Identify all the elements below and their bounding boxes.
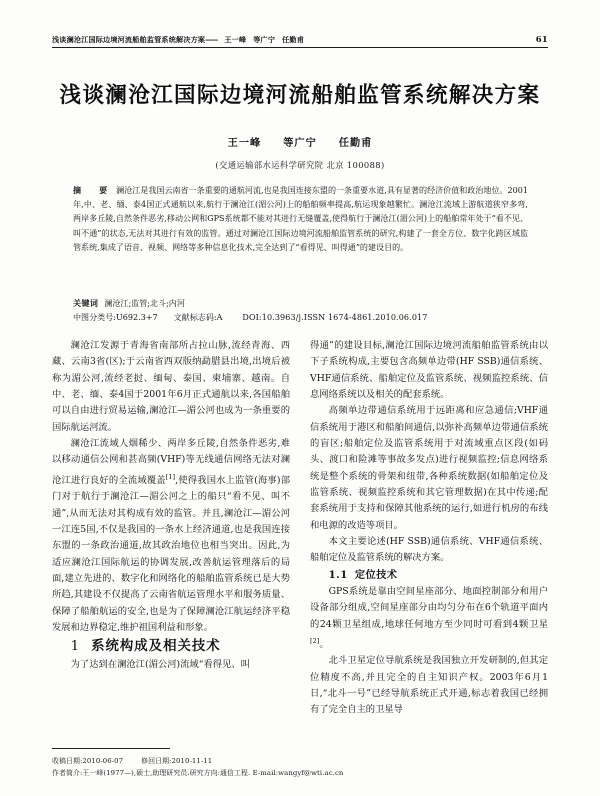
citation-ref: [1] xyxy=(165,472,176,481)
paragraph-text: 澜沧江流域人烟稀少、两岸多丘陵,自然条件恶劣,难以移动通信公网和甚高频(VHF)等无线通信网络无法对澜沧江进行良好的全流域覆盖 xyxy=(52,438,290,486)
running-head-dash: —— xyxy=(205,35,218,44)
subsection-title: 定位技术 xyxy=(354,568,398,581)
keywords xyxy=(73,296,528,311)
received-date-value: 2010-06-07 xyxy=(82,757,124,765)
author-name-3: 任勤甫 xyxy=(338,137,373,149)
clc-label: 中图分类号: xyxy=(73,313,116,322)
document-code xyxy=(174,313,223,322)
running-head-author-1: 王一峰 xyxy=(224,35,247,44)
author-name-2: 等广宁 xyxy=(283,137,317,149)
running-head-left xyxy=(52,35,304,45)
paragraph: 澜沧江发源于青海省南部所占拉山脉,流经青海、西藏、云南3省(区);于云南省西双版纳勐腊县出境,出境后被称为湄公河,流经老挝、缅甸、泰国、柬埔寨、越南。自中、老、缅、泰4国于2001年6月正式通航以来,各国船舶可以自由进行贸易运输,澜沧江—湄公河也成为一条重要的国际航运河流。 xyxy=(52,340,290,433)
paragraph-text-tail: ,使得我国水上监管(海事)部门对于航行于澜沧江—湄公河之上的船只“看不见、叫不通”,从而无法对其构成有效的监管。并且,澜沧江—湄公河一江连5国,不仅是我国的一条水上经济通道,也是我国连接东盟的一条政治通道,故其政治地位也相当突出。因此,为适应澜沧江国际航运的协调发展,改善航运管理落后的局面,建立先进的、数字化和网络化的船舶监管系统已是大势所趋,其建设不仅提高了云南省航运管理水平和服务质量、保障了船舶航运的安全,也是为了保障澜沧江航运经济平稳发展和边界稳定,维护祖国利益和形象。 xyxy=(52,474,290,633)
document-code-value: A xyxy=(216,313,223,322)
paragraph-text-tail: 。 xyxy=(319,638,329,650)
subsection-number: 1.1 xyxy=(328,568,348,581)
author-list xyxy=(0,134,600,149)
footnotes xyxy=(52,756,552,779)
paragraph-text: GPS系统是靠由空间星座部分、地面控制部分和用户设备部分组成,空间星座部分由均匀分布在6个轨道平面内的24颗卫星组成,地球任何地方至少同时可看到4颗卫星 xyxy=(310,585,548,630)
abstract xyxy=(73,183,528,255)
paragraph xyxy=(310,584,548,653)
section-heading-1 xyxy=(52,636,290,657)
abstract-label: 摘 要 xyxy=(73,185,113,195)
paragraph: 本文主要论述(HF SSB)通信系统、VHF通信系统、船舶定位及监管系统的解决方案。 xyxy=(310,536,548,564)
paragraph: 为了达到在澜沧江(湄公河)流域“看得见、叫 xyxy=(70,659,250,671)
paragraph: 北斗卫星定位导航系统是我国独立开发研制的,但其定位精度不高,并且完全的自主知识产权。2003年6月1日,“北斗一号”已经导航系统正式开通,标志着我国已经拥有了完全自主的卫星导 xyxy=(310,655,548,716)
footnote-rule xyxy=(52,748,170,749)
running-head-author-3: 任勤甫 xyxy=(282,35,305,44)
paragraph: 高频单边带通信系统用于远距离和应急通信;VHF通信系统用于港区和船舶间通信,以弥补高频单边带通信系统的盲区;船舶定位及监管系统用于对流域重点区段(如码头、渡口和险滩等事故多发点)进行视频监控;信息网络系统是整个系统的骨架和纽带,各种系统数据(如船舶定位及监管系统、视频监控系统和其它管理数据)在其中传递;配套系统用于支持和保障其他系统的运行,如进行机房的布线和电源的改造等项目。 xyxy=(310,405,548,531)
body-column-left xyxy=(52,338,290,674)
running-head xyxy=(52,34,548,45)
keywords-label: 关键词 xyxy=(73,298,99,308)
revised-date-value: 2010-11-11 xyxy=(171,757,213,765)
section-title: 系统构成及相关技术 xyxy=(91,638,221,655)
running-head-title: 浅谈澜沧江国际边境河流船舶监管系统解决方案 xyxy=(52,35,206,44)
footnote-author-bio: 作者简介:王一峰(1977—),硕士,助理研究员.研究方向:通信工程. E-mail:wangyf@wti.ac.cn xyxy=(52,768,344,777)
section-number: 1 xyxy=(70,639,81,655)
page-title: 浅谈澜沧江国际边境河流船舶监管系统解决方案 xyxy=(59,83,541,108)
keywords-text: 澜沧江;监管;北斗;内河 xyxy=(104,299,185,308)
paragraph: 得通”的建设目标,澜沧江国际边境河流船舶监管系统由以下子系统构成,主要包含高频单边带(HF SSB)通信系统、VHF通信系统、船舶定位及监管系统、视频监控系统、信息网络系统以及相关的配套系统。 xyxy=(310,340,548,401)
footnote-dates xyxy=(52,756,552,768)
page-number: 61 xyxy=(535,34,548,44)
section-heading-2 xyxy=(310,567,548,584)
revised-date-label: 修回日期: xyxy=(141,757,172,765)
classification-line xyxy=(73,311,528,325)
clc-value: U692.3+7 xyxy=(115,313,158,322)
received-date-label: 收稿日期: xyxy=(52,757,83,765)
paragraph xyxy=(52,436,290,636)
running-head-rule xyxy=(52,47,548,48)
doi: DOI:10.3963/j.ISSN 1674-4861.2010.06.017 xyxy=(242,313,428,322)
body-column-right xyxy=(310,338,548,719)
document-code-label: 文献标志码: xyxy=(173,313,217,322)
author-name-1: 王一峰 xyxy=(227,137,262,149)
citation-ref: [2] xyxy=(310,636,320,645)
clc-number xyxy=(73,313,158,322)
abstract-text: 澜沧江是我国云南省一条重要的通航河流,也是我国连接东盟的一条重要水道,具有显著的经济价值和政治地位。2001年,中、老、缅、泰4国正式通航以来,航行于澜沧江(湄公河)上的船舶频率提高,航运现象越繁忙。澜沧江流域上游航道狭窄多弯,两岸多丘陵,自然条件恶劣,移动公网和GPS系统都不能对其进行无缝覆盖,使得航行于澜沧江(湄公河)上的船舶常年处于“看不见、叫不通”的状态,无法对其进行有效的监管。通过对澜沧江国际边境河流船舶监管系统的研究,构建了一套全方位、数字化跨区域监管系统,集成了语音、视频、网络等多种信息化技术,完全达到了“看得见、叫得通”的建设目的。 xyxy=(73,186,529,252)
running-head-author-2: 等广宁 xyxy=(253,35,276,44)
affiliation: (交通运输部水运科学研究院 北京 100088) xyxy=(215,160,385,170)
